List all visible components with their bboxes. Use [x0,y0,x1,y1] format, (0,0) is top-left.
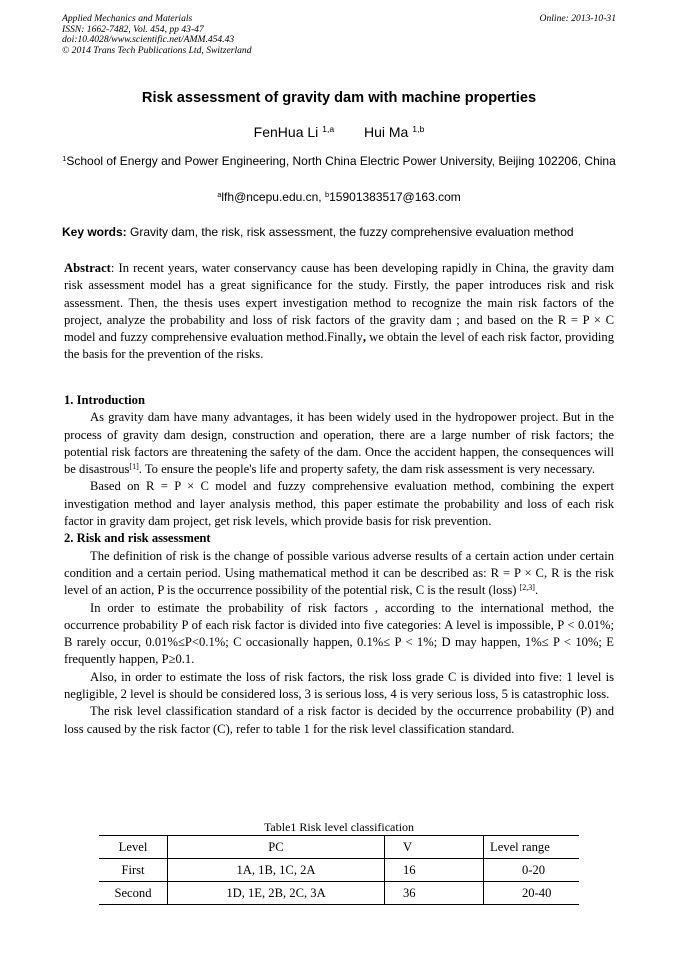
keywords [62,225,616,239]
citation: [2,3] [519,583,535,593]
paper-title: Risk assessment of gravity dam with machine properties [141,90,537,106]
abstract-text: : In recent years, water conservancy cause has been developing rapidly in China, the gravity dam risk assessment model has a great significance for the study. Firstly, the paper introduces risk and risk assessment. Then, the thesis uses expert investigation method to recognize the main risk factors of the project, analyze the probability and loss of risk factors of the gravity dam ; and based on the R = P × C model and fuzzy comprehensive evaluation method.Finally [64,261,614,345]
email-sup: a [217,189,222,199]
body-sections [64,392,614,738]
issn-line: ISSN: 1662-7482, Vol. 454, pp 43-47 [62,23,204,35]
paragraph-text: . [534,583,539,598]
table-row [99,859,579,882]
author-name: FenHua Li [253,124,319,140]
journal-name: Applied Mechanics and Materials [62,13,193,24]
abstract [64,260,614,364]
email-address: lfh@ncepu.edu.cn, [221,190,322,204]
author-sup: 1,b [412,124,425,135]
paragraph: The risk level classification standard of a risk factor is decided by the occurrence probability (P) and loss caused by the risk factor (C), refer to table 1 for the risk level classification standard. [64,704,614,736]
paragraph-text: As gravity dam have many advantages, it has been widely used in the hydropower project. But in the process of gravity dam design, construction and operation, there are a large number of risk factors; the potential risk factors are threatening the safety of the dam. Once the accident happen, the consequences will be disastrous [64,410,614,477]
paragraph: In order to estimate the probability of risk factors , according to the international method, the occurrence probability P of each risk factor is divided into five categories: A level is impossible, P < 0.01%; B rarely occur, 0.01%≤P<0.1%; C occasionally happen, 0.1%≤ P < 1%; D may happen, 1%≤ P < 10%; E frequently happen, P≥0.1. [64,600,614,667]
paragraph [64,409,614,478]
email-address: 15901383517@163.com [329,190,461,204]
table-header-cell: V [385,836,484,859]
online-date: Online: 2013-10-31 [539,13,616,24]
affiliation-text: School of Energy and Power Engineering, North China Electric Power University, Beijing 102206, China [66,154,616,168]
paragraph: Also, in order to estimate the loss of risk factors, the risk loss grade C is divided into five: 1 level is negligible, 2 level is should be considered loss, 3 is serious loss, 4 is very serious loss, 5 is catastrophic loss. [64,669,614,702]
citation: [1] [129,462,139,472]
doi-line: doi:10.4028/www.scientific.net/AMM.454.43 [62,34,235,46]
paragraph-text: The definition of risk is the change of possible various adverse results of a certain action under certain condition and a certain period. Using mathematical method it can be described as: R = P × C, R is the risk level of an action, P is the occurrence possibility of the potential risk, C is the result (loss) [64,548,614,598]
section-heading: 2. Risk and risk assessment [64,531,211,546]
email-sup: b [324,189,330,199]
abstract-comma: , [362,330,366,345]
table-cell: 0-20 [484,859,580,882]
keywords-label: Key words: [62,225,127,239]
author-list [0,124,678,140]
abstract-tail: we obtain the level of each risk factor, providing the basis for the prevention of the risks. [64,330,614,362]
abstract-label: Abstract [64,261,111,275]
section-heading: 1. Introduction [64,393,145,407]
paragraph [64,548,614,600]
paragraph: Based on R = P × C model and fuzzy comprehensive evaluation method, combining the expert investigation method and layer analysis method, this paper estimate the probability and loss of each risk factor in gravity dam project, get risk levels, which provide basis for risk prevention. [64,479,614,529]
table-cell: Second [99,882,168,905]
table-cell: 20-40 [484,882,580,905]
paragraph-text: . To ensure the people's life and property safety, the dam risk assessment is very necessary. [138,462,596,477]
copyright-line: © 2014 Trans Tech Publications Ltd, Switzerland [62,44,252,56]
table-cell: 36 [385,882,484,905]
table-cell: 1D, 1E, 2B, 2C, 3A [168,882,385,905]
table-cell: First [99,859,168,882]
table-header-cell: Level range [484,836,580,859]
table-cell: 1A, 1B, 1C, 2A [168,859,385,882]
table-row [99,882,579,905]
table-header-row [99,836,579,859]
table-cell: 16 [385,859,484,882]
table-header-cell: Level [99,836,168,859]
risk-level-table [99,835,579,905]
table-header-cell: PC [168,836,385,859]
author-sup: 1,a [322,124,335,135]
keywords-text: Gravity dam, the risk, risk assessment, the fuzzy comprehensive evaluation method [130,225,574,239]
author-name: Hui Ma [364,124,409,140]
table-caption: Table1 Risk level classification [263,820,415,834]
author-emails [0,190,678,204]
affiliation-sup: 1 [62,153,67,163]
paper-header [62,14,616,56]
affiliation [62,152,616,171]
